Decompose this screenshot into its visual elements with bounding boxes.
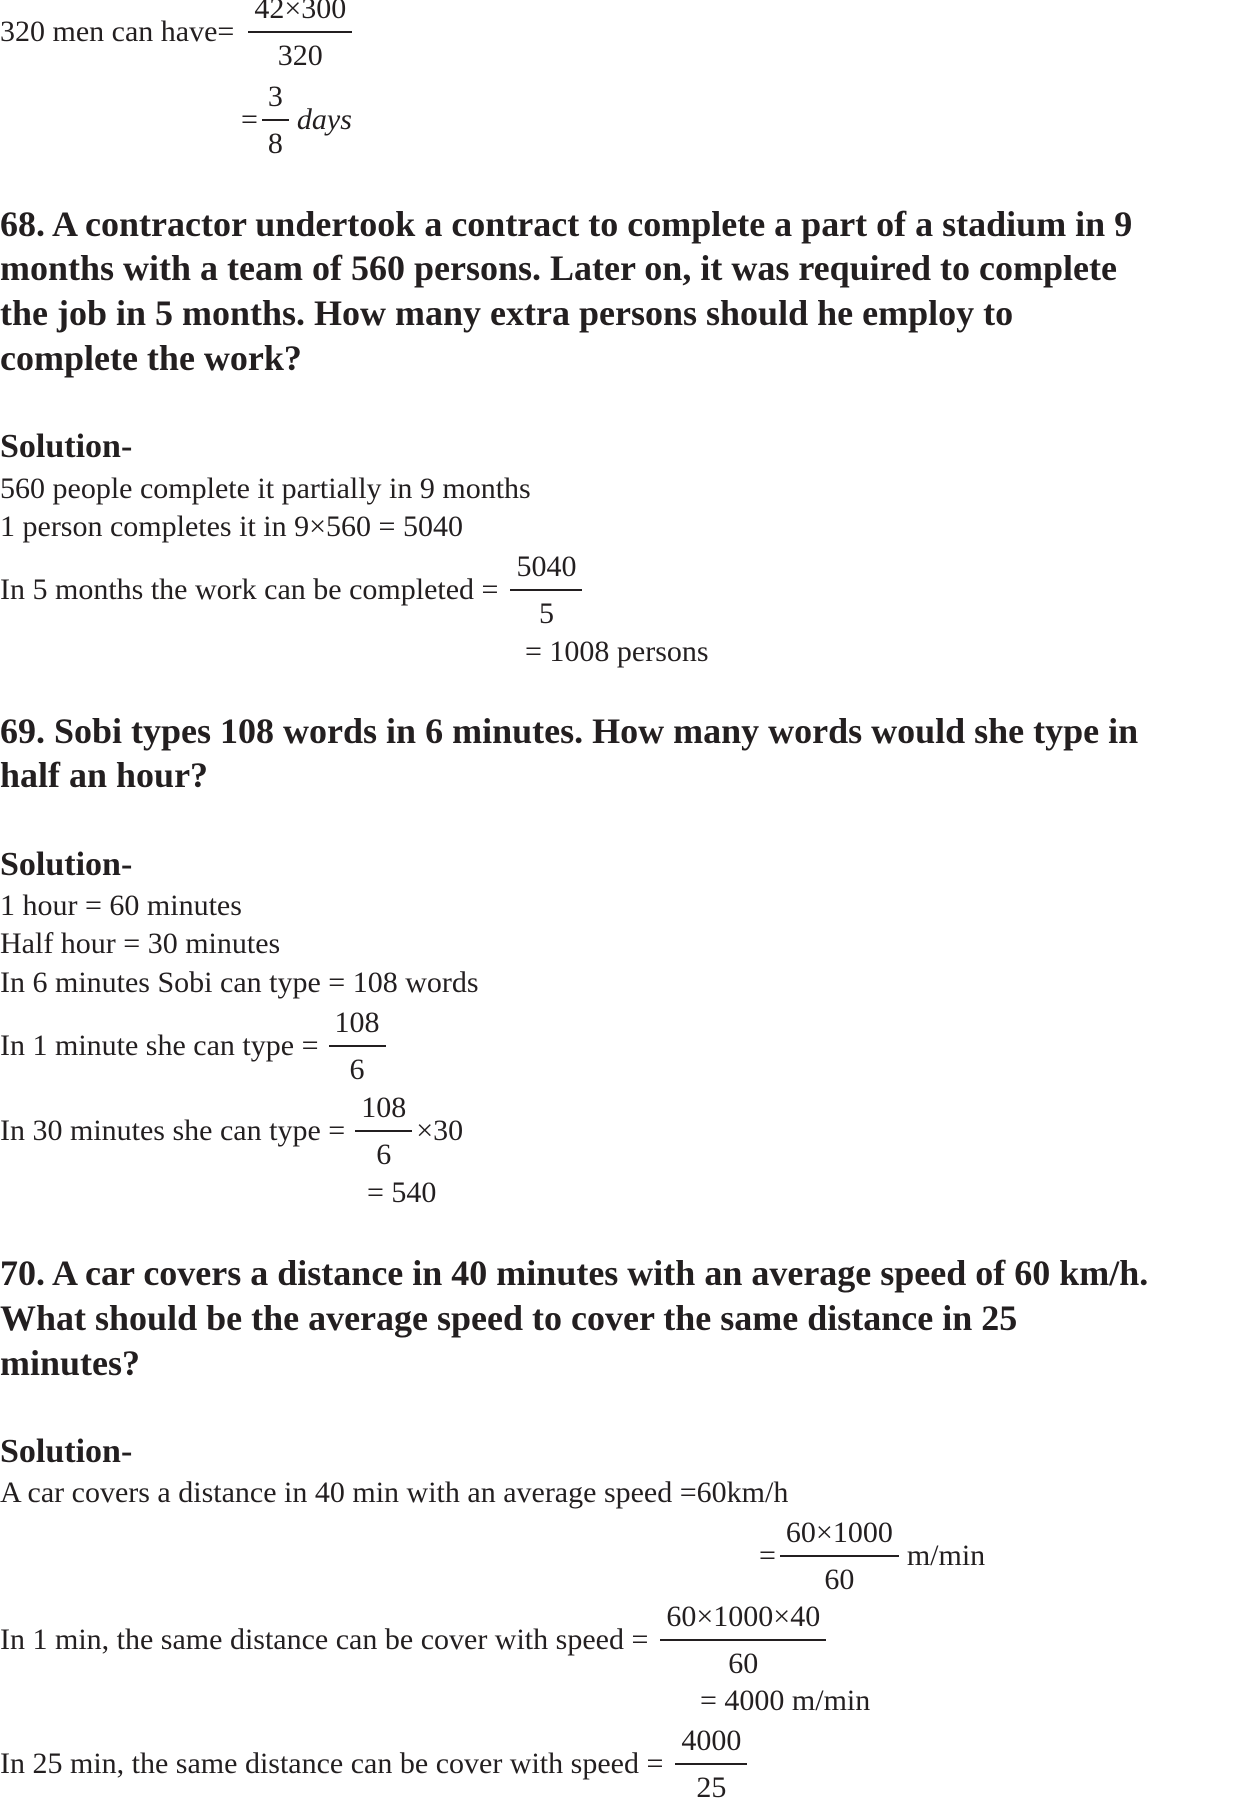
- question-68-line: the job in 5 months. How many extra persons should he employ to: [0, 293, 1014, 333]
- denominator: 60: [824, 1563, 855, 1596]
- equation-line: [0, 544, 586, 636]
- question-70-line: What should be the average speed to cover the same distance in 25: [0, 1298, 1018, 1338]
- numerator: 5040: [516, 550, 577, 583]
- denominator: 6: [349, 1053, 365, 1086]
- denominator: 320: [277, 39, 323, 72]
- unit: m/min: [906, 1539, 986, 1572]
- text: In 25 min, the same distance can be cover with speed =: [0, 1747, 664, 1780]
- denominator: 60: [728, 1647, 759, 1680]
- solution-line: = 1008 persons: [525, 635, 709, 668]
- denominator: 8: [267, 127, 283, 160]
- text: 320 men can have=: [0, 15, 235, 48]
- numerator: 108: [334, 1006, 380, 1039]
- solution-line: In 6 minutes Sobi can type = 108 words: [0, 966, 479, 999]
- equation-line: [0, 1000, 390, 1092]
- solution-heading: Solution-: [0, 846, 133, 883]
- denominator: 25: [696, 1771, 727, 1804]
- fraction: [660, 1594, 826, 1686]
- solution-heading: Solution-: [0, 1433, 133, 1470]
- numerator: 108: [361, 1091, 407, 1124]
- solution-line: 560 people complete it partially in 9 months: [0, 472, 531, 505]
- question-68-line: 68. A contractor undertook a contract to complete a part of a stadium in 9: [0, 204, 1133, 244]
- text: ×30: [416, 1114, 464, 1147]
- text: In 5 months the work can be completed =: [0, 573, 499, 606]
- fraction: [248, 0, 352, 78]
- fraction: [780, 1510, 899, 1602]
- question-70-line: minutes?: [0, 1343, 141, 1383]
- solution-line: Half hour = 30 minutes: [0, 927, 281, 960]
- fraction: [355, 1085, 412, 1177]
- question-68-line: months with a team of 560 persons. Later on, it was required to complete: [0, 248, 1117, 288]
- unit: days: [296, 103, 352, 136]
- question-69-line: 69. Sobi types 108 words in 6 minutes. How many words would she type in: [0, 711, 1139, 751]
- text: In 1 min, the same distance can be cover with speed =: [0, 1623, 649, 1656]
- question-68-line: complete the work?: [0, 338, 302, 378]
- question-69-line: half an hour?: [0, 755, 209, 795]
- fraction: [329, 1000, 386, 1092]
- equals: =: [759, 1539, 776, 1572]
- equation-line: [0, 0, 356, 78]
- denominator: 5: [538, 597, 554, 630]
- text: In 1 minute she can type =: [0, 1029, 319, 1062]
- equation-line: [0, 1594, 830, 1686]
- denominator: 6: [376, 1138, 392, 1171]
- fraction: [675, 1718, 747, 1810]
- question-70-line: 70. A car covers a distance in 40 minutes with an average speed of 60 km/h.: [0, 1253, 1149, 1293]
- numerator: 4000: [681, 1724, 742, 1757]
- equals: =: [241, 103, 258, 136]
- numerator: 60×1000: [785, 1516, 893, 1549]
- equation-line: [0, 1085, 463, 1177]
- fraction: [510, 544, 582, 636]
- text: In 30 minutes she can type =: [0, 1114, 346, 1147]
- solution-line: = 4000 m/min: [700, 1684, 871, 1717]
- solution-line: 1 person completes it in 9×560 = 5040: [0, 510, 463, 543]
- solution-line: A car covers a distance in 40 min with an average speed =60km/h: [0, 1476, 789, 1509]
- equation-line: [759, 1510, 985, 1602]
- solution-line: 1 hour = 60 minutes: [0, 889, 242, 922]
- numerator: 42×300: [254, 0, 347, 25]
- equation-line: [241, 74, 352, 166]
- solution-line: = 540: [367, 1176, 437, 1209]
- equation-line: [0, 1718, 751, 1810]
- numerator: 60×1000×40: [666, 1600, 821, 1633]
- fraction: [262, 74, 289, 166]
- solution-heading: Solution-: [0, 428, 133, 465]
- numerator: 3: [267, 80, 283, 113]
